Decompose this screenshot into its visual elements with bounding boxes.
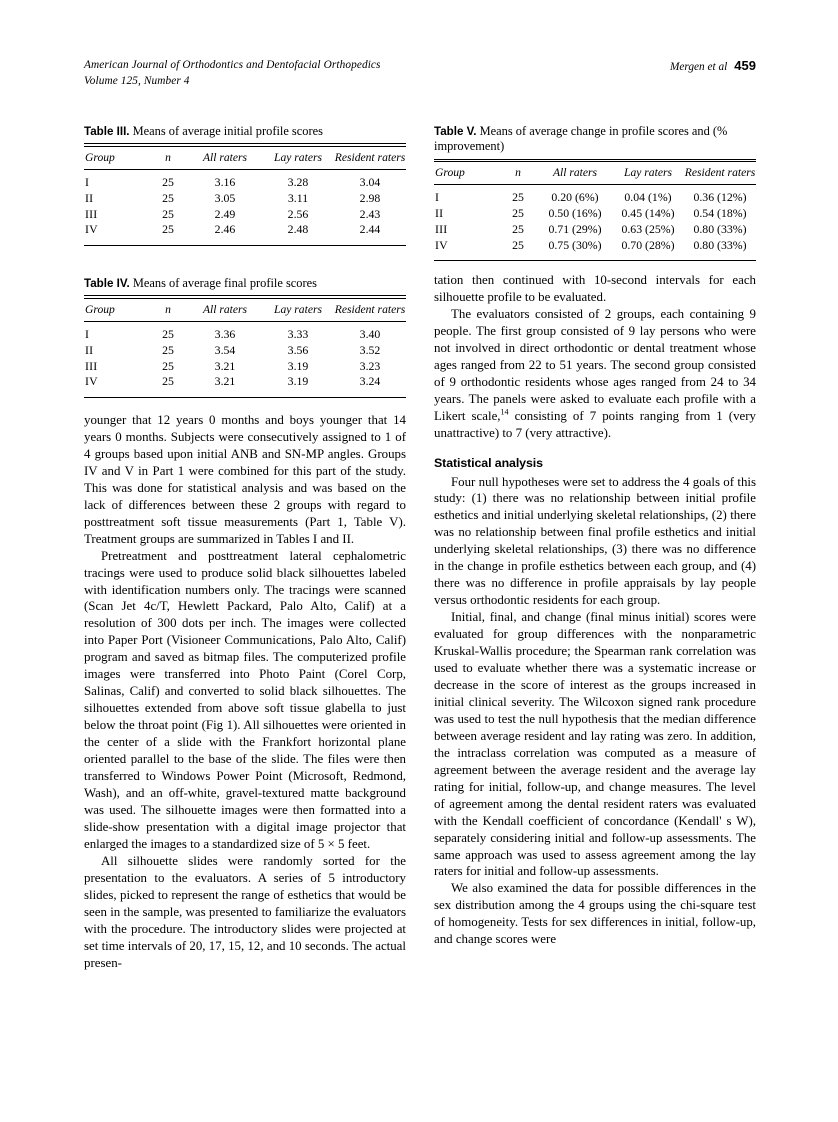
cell-group: III — [435, 221, 448, 236]
table-4-caption — [84, 276, 406, 291]
table-row — [84, 222, 406, 241]
cell-all-raters: 3.36 — [214, 327, 236, 341]
table-3-body — [84, 170, 406, 241]
table-4-bottom-rule — [84, 397, 406, 398]
cell-n: 25 — [162, 374, 174, 389]
paragraph-null-hypotheses: Four null hypotheses were set to address the 4 goals of this study: (1) there was no relationship between initial profile esthetics and initial underlying skeletal relationships, (2) there was no relationship between final profile esthetics and initial underlying skeletal relationships, (3) there was no difference in the change in profile esthetics between each group, and (4) there was no difference in profile appraisals by lay people versus orthodontic residents for each group. — [434, 474, 756, 608]
table-3-col-n: n — [165, 151, 171, 164]
table-5-col-resident-raters: Resident raters — [684, 166, 756, 180]
table-5-bottom-rule — [434, 260, 756, 261]
cell-lay-raters: 0.45 (14%) — [621, 206, 675, 221]
table-row — [434, 237, 756, 256]
cell-all-raters: 3.05 — [214, 190, 236, 205]
table-4-col-n: n — [165, 303, 171, 316]
cell-all-raters: 0.50 (16%) — [548, 206, 602, 221]
table-row — [84, 170, 406, 190]
cell-resident-raters: 3.24 — [359, 374, 381, 389]
running-head-journal — [84, 58, 381, 89]
cell-all-raters: 0.20 (6%) — [551, 190, 599, 205]
cell-all-raters: 3.21 — [214, 374, 236, 389]
paragraph-statistical-methods: Initial, final, and change (final minus initial) scores were evaluated for group differences with the nonparametric Kruskal-Wallis procedure; the Spearman rank correlation was used to evaluate whether there was a systematic increase or decrease in the score of interest as the groups increased in initial clinical severity. The Wilcoxon signed rank procedure was used to test the null hypothesis that the median difference between average resident and lay rating was zero. In addition, the intraclass correlation was computed as a measure of agreement between the average resident and the average lay rating for initial, follow-up, and change measures. The level of agreement among the dental resident raters was evaluated with the Kendall coefficient of concordance (Kendall' s W), separately considering initial and follow-up assessments. The same approach was used to assess agreement among the lay raters for initial and follow-up assessments. — [434, 610, 756, 879]
cell-all-raters: 2.49 — [214, 206, 236, 221]
table-3-bottom-rule — [84, 245, 406, 246]
cell-lay-raters: 3.19 — [287, 358, 309, 373]
table-4-header-row — [84, 299, 406, 321]
cell-group: II — [435, 206, 444, 221]
table-5-header-row — [434, 162, 756, 184]
table-row — [434, 221, 756, 237]
cell-resident-raters: 2.44 — [359, 222, 381, 237]
cell-resident-raters: 2.98 — [359, 190, 381, 205]
cell-all-raters: 0.71 (29%) — [548, 221, 602, 236]
table-3-caption — [84, 124, 406, 139]
table-5-col-n: n — [515, 166, 521, 180]
cell-resident-raters: 3.23 — [359, 358, 381, 373]
table-row — [84, 190, 406, 206]
cell-lay-raters: 0.04 (1%) — [624, 190, 672, 205]
table-4-col-resident-raters: Resident raters — [334, 303, 406, 316]
table-row — [84, 358, 406, 374]
page-number: 459 — [734, 58, 756, 73]
cell-all-raters: 0.75 (30%) — [548, 237, 602, 252]
table-5-col-lay-raters: Lay raters — [624, 166, 672, 180]
table-4-number: Table IV. — [84, 277, 130, 290]
cell-group: IV — [85, 374, 98, 389]
cell-n: 25 — [162, 175, 174, 189]
cell-all-raters: 3.16 — [214, 175, 236, 189]
table-row — [84, 206, 406, 222]
left-column-body — [84, 412, 406, 971]
cell-resident-raters: 3.04 — [359, 175, 381, 189]
table-3-header-row — [84, 147, 406, 169]
running-head-authors: Mergen et al — [669, 61, 728, 73]
cell-group: I — [85, 327, 90, 341]
cell-group: III — [85, 358, 98, 373]
cell-lay-raters: 0.70 (28%) — [621, 237, 675, 252]
table-3-block — [84, 124, 406, 246]
table-4-body — [84, 322, 406, 393]
table-5-col-group: Group — [435, 166, 465, 180]
cell-n: 25 — [162, 358, 174, 373]
cell-lay-raters: 2.56 — [287, 206, 309, 221]
table-row — [434, 185, 756, 205]
table-3-col-resident-raters: Resident raters — [334, 151, 406, 164]
cell-n: 25 — [162, 206, 174, 221]
cell-group: I — [435, 190, 440, 205]
table-5-caption-text: Means of average change in profile scores and (% improvement) — [434, 124, 728, 154]
table-5-col-all-raters: All raters — [552, 166, 598, 180]
paragraph-subjects: younger that 12 years 0 months and boys younger that 14 years 0 months. Subjects were consecutively assigned to 1 of 4 groups based upon initial ANB and SN-MP angles. Groups IV and V in Part 1 were combined for this part of the study. This was done for statistical analysis and was based on the lack of differences between these 2 groups with regard to posttreatment soft tissue measurements (Part 1, Table V). Treatment groups are summarized in Tables I and II. — [84, 413, 406, 546]
paragraph-tracings: Pretreatment and posttreatment lateral cephalometric tracings were used to produce solid black silhouettes labeled with identification numbers only. The tracings were scanned (Scan Jet 4c/T, Hewlett Packard, Palo Alto, Calif) at a resolution of 300 dots per inch. The images were collected into Paper Port (Visioneer Communications, Palo Alto, Calif) program and saved as bitmap files. The computerized profile images were transferred into Photo Paint (Corel Corp, Salinas, Calif) and converted to solid black silhouettes. The silhouettes extended from above soft tissue glabella to just below the throat point (Fig 1). All silhouettes were oriented in the center of a slide with the Frankfort horizontal plane oriented parallel to the base of the slide. The files were then transferred to Windows Power Point (Microsoft, Redmond, Wash), and an off-white, gravel-textured matte background was used. The silhouette images were then formatted into a slide-show presentation with a digital image projector that enlarged the images to a standardized size of 5 × 5 feet. — [84, 548, 406, 851]
paragraph-sex-differences: We also examined the data for possible differences in the sex distribution among the 4 groups using the chi-square test of homogeneity. Tests for sex differences in initial, follow-up, and change scores were — [434, 881, 756, 947]
cell-n: 25 — [162, 327, 174, 341]
cell-all-raters: 3.21 — [214, 358, 236, 373]
table-4-caption-text: Means of average final profile scores — [132, 276, 317, 290]
cell-group: II — [85, 342, 94, 357]
table-3-col-all-raters: All raters — [202, 151, 248, 164]
cell-n: 25 — [162, 342, 174, 357]
table-4-block — [84, 276, 406, 398]
table-5-number: Table V. — [434, 125, 477, 138]
cell-lay-raters: 2.48 — [287, 222, 309, 237]
cell-group: IV — [85, 222, 98, 237]
running-head — [84, 58, 756, 89]
cell-lay-raters: 3.56 — [287, 342, 309, 357]
running-head-authors-page — [670, 58, 756, 76]
cell-resident-raters: 0.80 (33%) — [693, 221, 747, 236]
cell-resident-raters: 3.52 — [359, 342, 381, 357]
cell-group: II — [85, 190, 94, 205]
section-heading-statistical-analysis: Statistical analysis — [434, 455, 543, 470]
table-row — [84, 374, 406, 393]
table-4-col-all-raters: All raters — [202, 303, 248, 316]
table-4 — [84, 299, 406, 321]
table-5-body — [434, 185, 756, 256]
cell-n: 25 — [162, 190, 174, 205]
table-row — [434, 206, 756, 222]
table-5 — [434, 162, 756, 184]
table-row — [84, 342, 406, 358]
cell-resident-raters: 2.43 — [359, 206, 381, 221]
cell-lay-raters: 0.63 (25%) — [621, 221, 675, 236]
cell-resident-raters: 0.80 (33%) — [693, 237, 747, 252]
table-4-col-lay-raters: Lay raters — [274, 303, 322, 316]
cell-n: 25 — [512, 237, 524, 252]
table-3-number: Table III. — [84, 125, 130, 138]
paragraph-slides: All silhouette slides were randomly sorted for the presentation to the evaluators. A series of 5 introductory slides, picked to represent the range of esthetics that would be seen in the sample, was presented to familiarize the evaluators with the procedure. The introductory slides were projected at set time intervals of 20, 17, 15, 12, and 10 seconds. The actual presen- — [84, 853, 406, 970]
cell-group: I — [85, 175, 90, 189]
cell-lay-raters: 3.28 — [287, 175, 309, 189]
table-3-caption-text: Means of average initial profile scores — [132, 124, 323, 138]
table-3 — [84, 147, 406, 169]
cell-n: 25 — [162, 222, 174, 237]
paragraph-presentation-continued: tation then continued with 10-second intervals for each silhouette profile to be evaluated. — [434, 273, 756, 304]
cell-lay-raters: 3.19 — [287, 374, 309, 389]
journal-title-line1: American Journal of Orthodontics and Dentofacial Orthopedics — [84, 59, 381, 71]
table-4-col-group: Group — [85, 303, 115, 316]
cell-all-raters: 2.46 — [214, 222, 236, 237]
cell-resident-raters: 3.40 — [359, 327, 381, 341]
table-3-col-group: Group — [85, 151, 115, 164]
paragraph-evaluators-part1: The evaluators consisted of 2 groups, each containing 9 people. The first group consisted of 9 lay persons who were not involved in direct orthodontic or dental treatment whose ages ranged from 22 to 51 years. The second group consisted of 9 orthodontic residents whose ages ranged from 24 to 34 years. The panels were asked to evaluate each profile with a Likert scale, — [434, 306, 756, 423]
paragraph-evaluators — [434, 306, 756, 442]
cell-n: 25 — [512, 206, 524, 221]
cell-all-raters: 3.54 — [214, 342, 236, 357]
cell-n: 25 — [512, 190, 524, 205]
reference-marker-14: 14 — [500, 407, 509, 417]
journal-volume-line: Volume 125, Number 4 — [84, 74, 190, 87]
cell-lay-raters: 3.11 — [287, 190, 309, 205]
cell-group: IV — [435, 237, 448, 252]
table-5-block — [434, 124, 756, 261]
right-column-body — [434, 272, 756, 948]
paragraph-evaluators-part2: consisting of 7 points ranging from 1 (very unattractive) to 7 (very attractive). — [434, 408, 756, 440]
cell-resident-raters: 0.36 (12%) — [693, 190, 747, 205]
table-3-col-lay-raters: Lay raters — [274, 151, 322, 164]
cell-resident-raters: 0.54 (18%) — [693, 206, 747, 221]
cell-n: 25 — [512, 221, 524, 236]
table-5-caption — [434, 124, 756, 155]
table-row — [84, 322, 406, 342]
cell-group: III — [85, 206, 98, 221]
cell-lay-raters: 3.33 — [287, 327, 309, 341]
